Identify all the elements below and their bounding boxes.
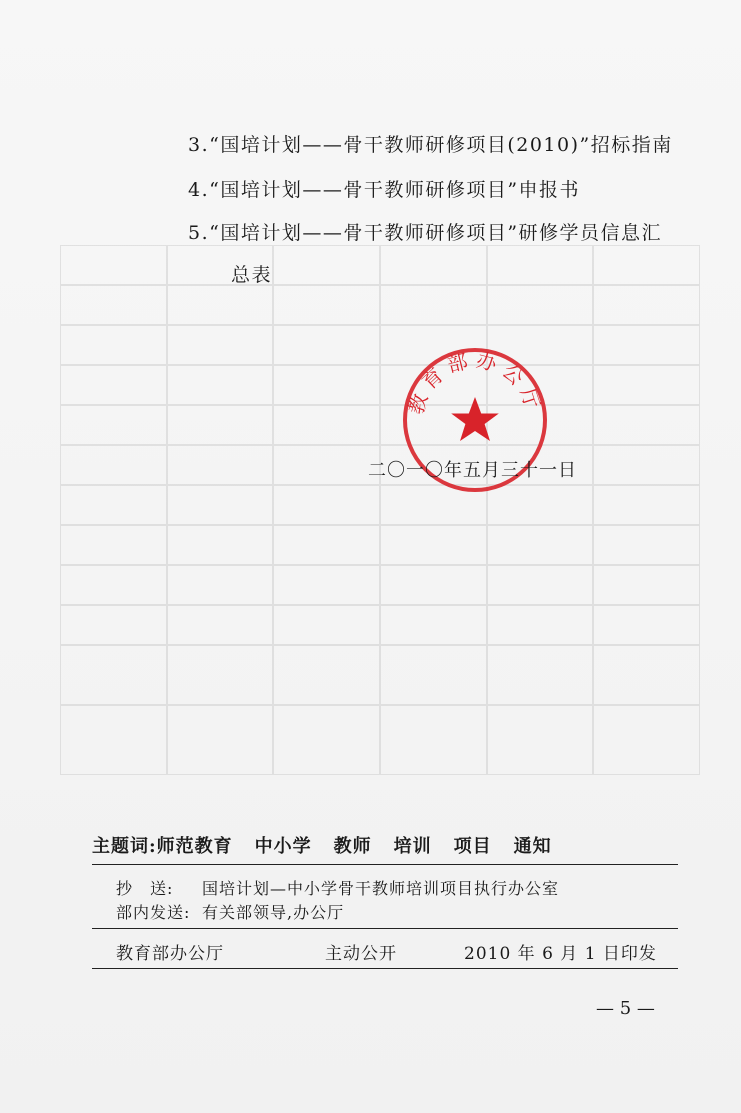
- cc-label: 抄 送:: [116, 879, 174, 898]
- keyword-term: 教师: [333, 836, 372, 857]
- attachment-item-5: 5.“国培计划——骨干教师研修项目”研修学员信息汇: [188, 222, 663, 244]
- keyword-term: 通知: [513, 836, 552, 857]
- keyword-term: 培训: [393, 836, 432, 857]
- keyword-term: 师范教育: [156, 836, 233, 857]
- subject-keywords: [92, 832, 574, 858]
- page-number: — 5 —: [596, 998, 655, 1019]
- keyword-term: 中小学: [254, 836, 312, 857]
- cc-line: [116, 876, 559, 899]
- divider: [92, 864, 678, 865]
- attachment-item-4: 4.“国培计划——骨干教师研修项目”申报书: [188, 179, 581, 201]
- internal-distribution-line: [116, 900, 344, 923]
- keywords-label: 主题词:: [92, 836, 157, 857]
- seal-star-icon: [451, 397, 499, 441]
- internal-value: 有关部领导,办公厅: [202, 903, 345, 922]
- footer-disclosure: 主动公开: [325, 944, 397, 964]
- attachment-item-5-continued: 总表: [231, 264, 273, 286]
- bleed-through-table: [60, 245, 700, 775]
- keyword-term: 项目: [453, 836, 492, 857]
- divider: [92, 928, 678, 929]
- svg-text:教育部办公厅: 教育部办公厅: [403, 347, 547, 418]
- internal-label: 部内发送:: [116, 903, 191, 922]
- divider: [92, 968, 678, 969]
- attachment-item-3: 3.“国培计划——骨干教师研修项目(2010)”招标指南: [188, 134, 673, 156]
- cc-value: 国培计划—中小学骨干教师培训项目执行办公室: [202, 879, 560, 898]
- signing-date: 二〇一〇年五月三十一日: [368, 460, 577, 481]
- footer-issuer: 教育部办公厅: [116, 944, 224, 964]
- footer-print-date: 2010 年 6 月 1 日印发: [464, 944, 657, 964]
